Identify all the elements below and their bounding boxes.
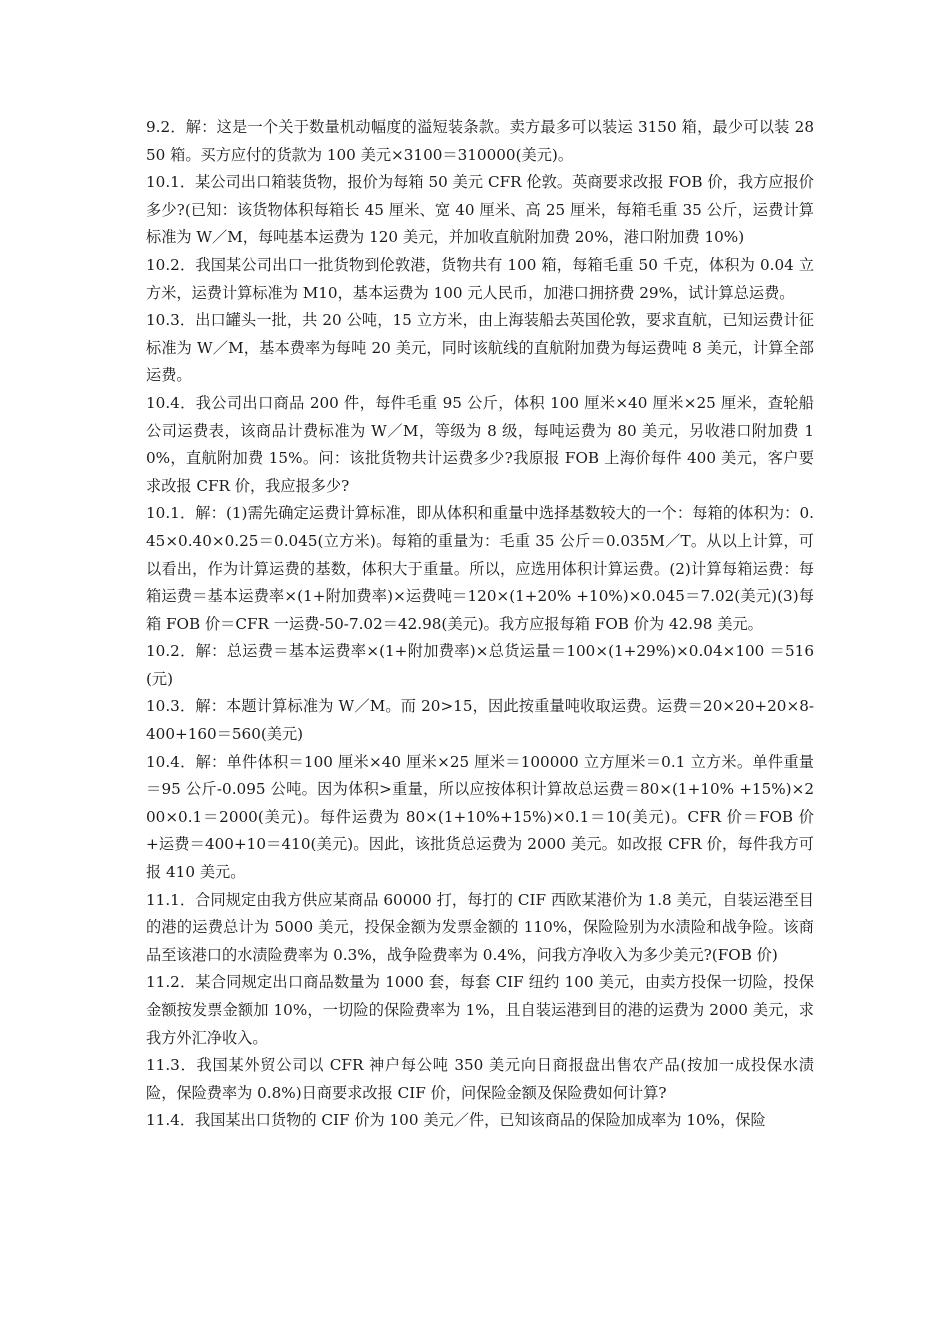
- paragraph-10-2-question: 10.2．我国某公司出口一批货物到伦敦港，货物共有 100 箱，每箱毛重 50 千克，体积为 0.04 立方米，运费计算标准为 M10，基本运费为 100 元人民币，加港口拥挤费 29%，试计算总运费。: [146, 255, 814, 302]
- paragraph-10-3-answer: 10.3．解：本题计算标准为 W／M。而 20>15，因此按重量吨收取运费。运费＝20×20+20×8-400+160＝560(美元): [146, 697, 814, 744]
- paragraph-11-3-question: 11.3．我国某外贸公司以 CFR 神户每公吨 350 美元向日商报盘出售农产品(按加一成投保水渍险，保险费率为 0.8%)日商要求改报 CIF 价，问保险金额及保险费如何计算?: [146, 1056, 814, 1102]
- paragraph-11-4-question: 11.4．我国某出口货物的 CIF 价为 100 美元／件，已知该商品的保险加成率为 10%，保险: [146, 1111, 766, 1130]
- paragraph-10-2-answer: 10.2．解：总运费＝基本运费率×(1+附加费率)×总货运量＝100×(1+29%)×0.04×100 ＝516(元): [146, 642, 814, 688]
- paragraph-10-3-question: 10.3．出口罐头一批，共 20 公吨，15 立方米，由上海装船去英国伦敦，要求直航，已知运费计征标准为 W／M，基本费率为每吨 20 美元，同时该航线的直航附加费为每运费吨 8 美元，计算全部运费。: [146, 311, 814, 385]
- paragraph-10-4-answer: 10.4．解：单件体积＝100 厘米×40 厘米×25 厘米＝100000 立方厘米＝0.1 立方米。单件重量＝95 公斤-0.095 公吨。因为体积>重量，所以应按体积计算故总运费＝80×(1+10% +15%)×200×0.1＝2000(美元)。每件运费为 80×(1+10%+15%)×0.1＝10(美元)。CFR 价＝FOB 价+运费＝400+10＝410(美元)。因此，该批货总运费为 2000 美元。如改报 CFR 价，每件我方可报 410 美元。: [146, 752, 814, 882]
- paragraph-10-1-question: 10.1．某公司出口箱装货物，报价为每箱 50 美元 CFR 伦敦。英商要求改报 FOB 价，我方应报价多少?(已知：该货物体积每箱长 45 厘米、宽 40 厘米、高 25 厘米，每箱毛重 35 公斤，运费计算标准为 W／M，每吨基本运费为 120 美元，并加收直航附加费 20%，港口附加费 10%): [146, 173, 814, 247]
- paragraph-11-2-question: 11.2．某合同规定出口商品数量为 1000 套，每套 CIF 纽约 100 美元，由卖方投保一切险，投保金额按发票金额加 10%，一切险的保险费率为 1%，且自装运港到目的港的运费为 2000 美元，求我方外汇净收入。: [146, 973, 814, 1047]
- paragraph-11-1-question: 11.1．合同规定由我方供应某商品 60000 打，每打的 CIF 西欧某港价为 1.8 美元，自装运港至目的港的运费总计为 5000 美元，投保金额为发票金额的 110%，保险险别为水渍险和战争险。该商品至该港口的水渍险费率为 0.3%，战争险费率为 0.4%，问我方净收入为多少美元?(FOB 价): [146, 890, 814, 964]
- document-body: [146, 114, 814, 1135]
- paragraph-10-1-answer: 10.1．解：(1)需先确定运费计算标准，即从体积和重量中选择基数较大的一个：每箱的体积为：0.45×0.40×0.25＝0.045(立方米)。每箱的重量为：毛重 35 公斤＝0.035M／T。从以上计算，可以看出，作为计算运费的基数，体积大于重量。所以，应选用体积计算运费。(2)计算每箱运费：每箱运费＝基本运费率×(1+附加费率)×运费吨＝120×(1+20% +10%)×0.045＝7.02(美元)(3)每箱 FOB 价＝CFR 一运费-50-7.02＝42.98(美元)。我方应报每箱 FOB 价为 42.98 美元。: [146, 504, 814, 633]
- paragraph-9-2-answer: 9.2．解：这是一个关于数量机动幅度的溢短装条款。卖方最多可以装运 3150 箱，最少可以装 2850 箱。买方应付的货款为 100 美元×3100＝310000(美元)。: [146, 118, 814, 164]
- paragraph-10-4-question: 10.4．我公司出口商品 200 件，每件毛重 95 公斤，体积 100 厘米×40 厘米×25 厘米，查轮船公司运费表，该商品计费标准为 W／M，等级为 8 级，每吨运费为 80 美元，另收港口附加费 10%，直航附加费 15%。问：该批货物共计运费多少?我原报 FOB 上海价每件 400 美元，客户要求改报 CFR 价，我应报多少?: [146, 393, 814, 495]
